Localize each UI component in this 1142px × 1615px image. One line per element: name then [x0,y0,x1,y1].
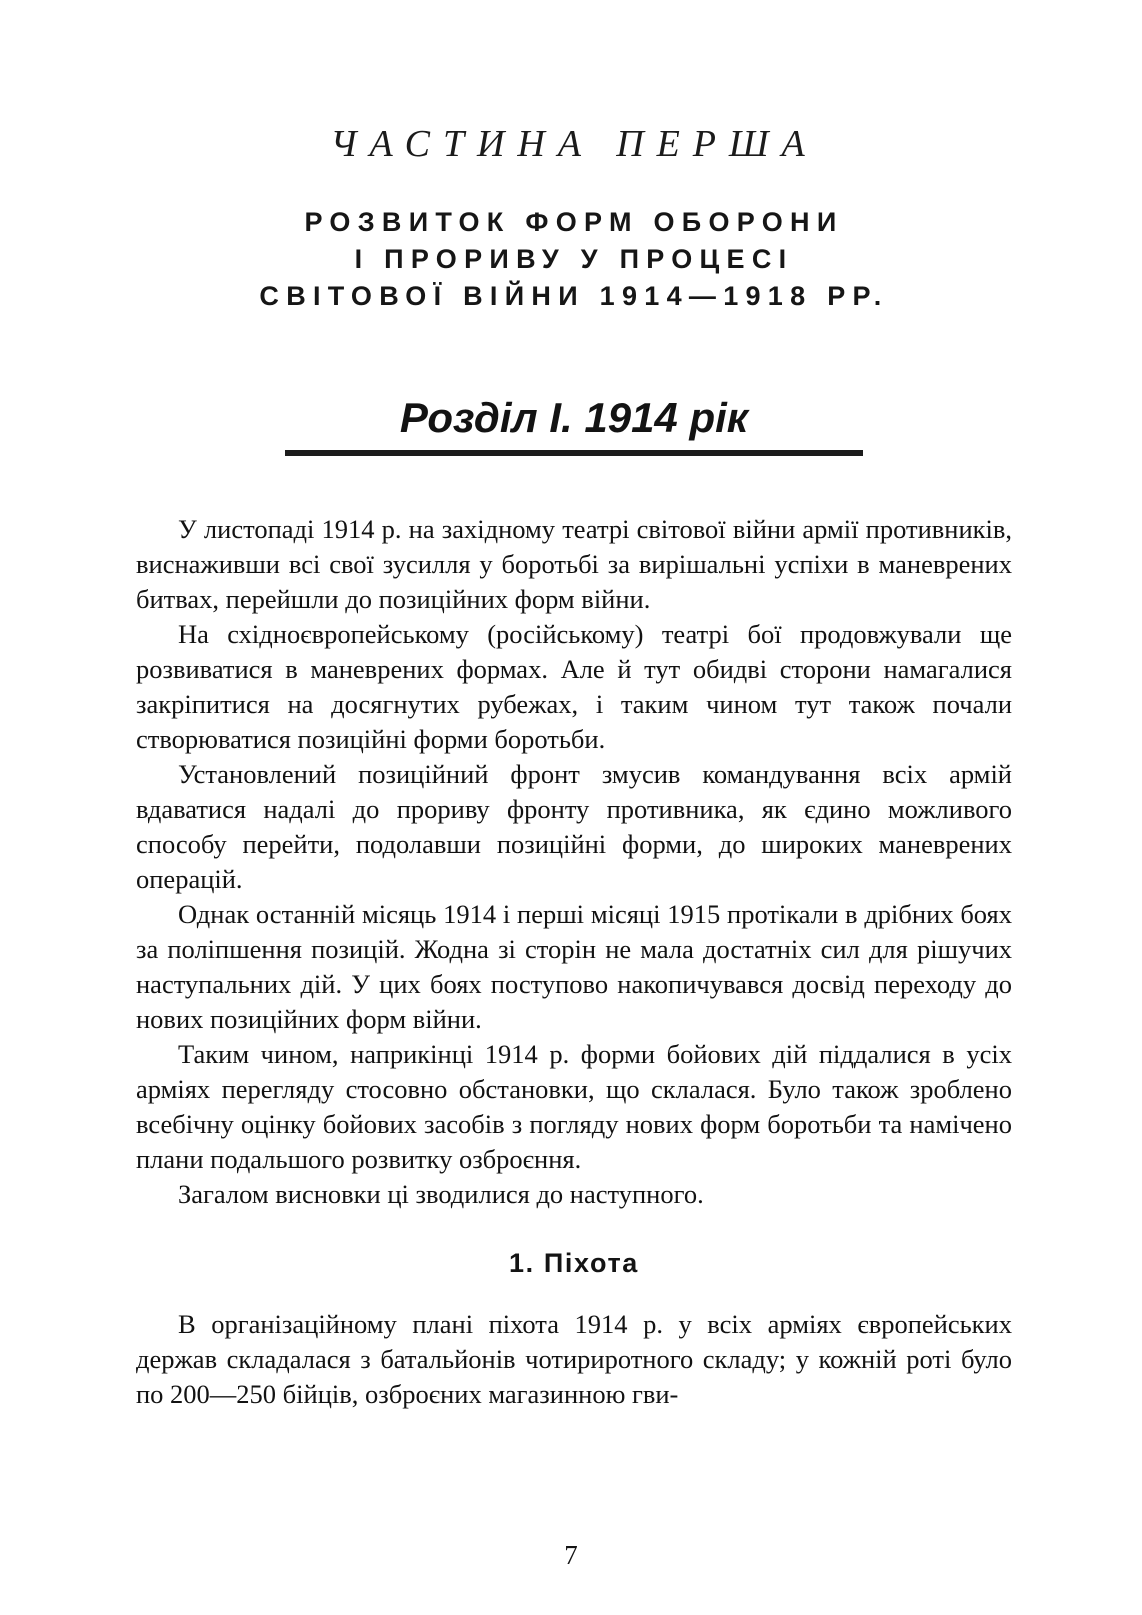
part-subtitle-line: І ПРОРИВУ У ПРОЦЕСІ [354,244,794,274]
part-title: ЧАСТИНА ПЕРША [330,123,818,165]
paragraph: На східноєвропейському (російському) театрі бої продовжували ще розвиватися в маневрених формах. Але й тут обидві сторони намагалися закріпитися на досягнутих рубежах, і таким чином тут також почали створюватися позиційні форми боротьби. [136,619,1012,755]
section-heading: 1. Піхота [509,1248,639,1279]
paragraph: У листопаді 1914 р. на західному театрі світової війни армії противників, виснаживши всі свої зусилля у боротьбі за вирішальні успіхи в маневрених битвах, перейшли до позиційних форм війни. [136,514,1012,615]
chapter-heading: Розділ І. 1914 рік [399,394,749,441]
paragraph: Таким чином, наприкінці 1914 р. форми бойових дій піддалися в усіх арміях перегляду стосовно обстановки, що склалася. Було також зроблено всебічну оцінку бойових засобів з погляду нових форм боротьби та намічено плани подальшого розвитку озброєння. [136,1039,1012,1175]
chapter-head [136,395,1012,456]
paragraph: Установлений позиційний фронт змусив командування всіх армій вдаватися надалі до прориву фронту противника, як єдино можливого способу перейти, подолавши позиційні форми, до широких маневрених операцій. [136,759,1012,895]
paragraph: Загалом висновки ці зводилися до наступного. [178,1179,704,1210]
paragraph: Однак останній місяць 1914 і перші місяці 1915 протікали в дрібних боях за поліпшення позицій. Жодна зі сторін не мала достатніх сил для рішучих наступальних дій. У цих боях поступово накопичувався досвід переходу до нових позиційних форм війни. [136,899,1012,1035]
paragraph: В організаційному плані піхота 1914 р. у всіх арміях європейських держав складалася з батальйонів чотириротного складу; у кожній роті було по 200—250 бійців, озброєних магазинною гви- [136,1309,1012,1410]
part-subtitle [136,204,1012,315]
body-text [136,512,1012,1412]
part-subtitle-line: СВІТОВОЇ ВІЙНИ 1914—1918 РР. [259,281,889,311]
part-subtitle-line: РОЗВИТОК ФОРМ ОБОРОНИ [304,207,844,237]
page-number: 7 [564,1540,578,1570]
chapter-rule-divider [285,450,863,456]
